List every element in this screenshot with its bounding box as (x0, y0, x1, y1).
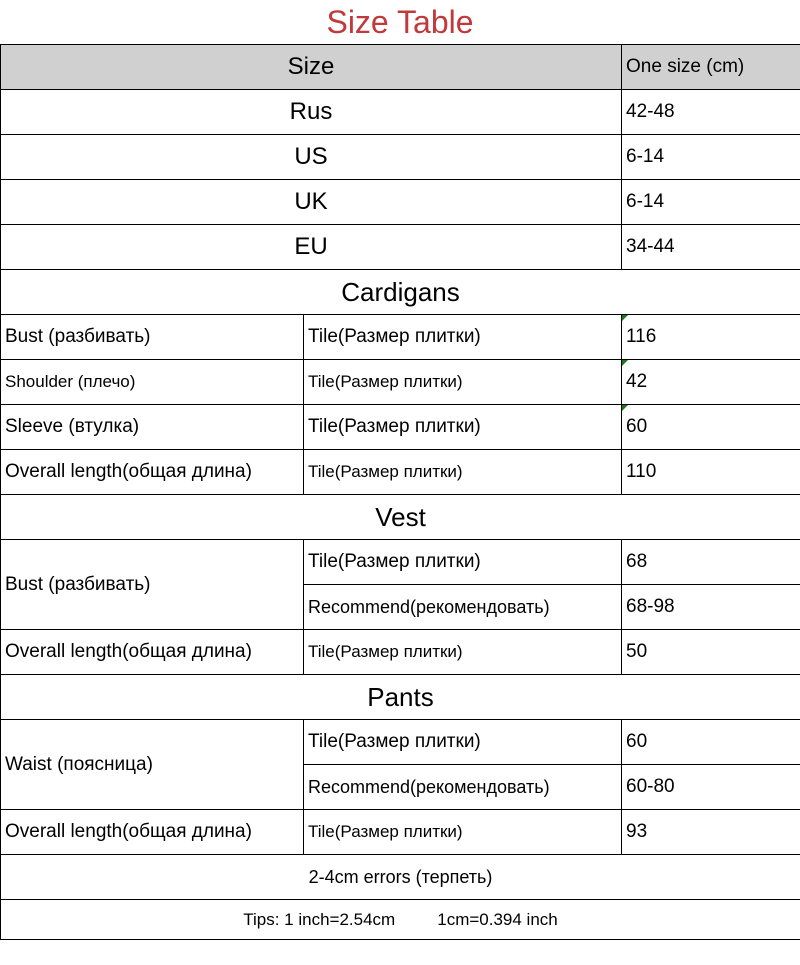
page-title: Size Table (326, 3, 474, 40)
standard-value: 34-44 (622, 225, 800, 270)
measure-type: Tile(Размер плитки) (304, 405, 622, 450)
measure-value: 68 (622, 540, 800, 585)
size-table (0, 44, 800, 940)
measure-label: Sleeve (втулка) (1, 405, 304, 450)
standard-value: 6-14 (622, 135, 800, 180)
table-row (1, 630, 800, 675)
measure-label: Bust (разбивать) (1, 315, 304, 360)
measure-value: 60-80 (622, 765, 800, 810)
tips-cm: 1cm=0.394 inch (437, 909, 558, 929)
size-header: Size (1, 45, 622, 90)
measure-value: 60 (622, 720, 800, 765)
table-row (1, 810, 800, 855)
section-title-pants: Pants (1, 675, 800, 720)
table-row (1, 540, 800, 585)
table-row (1, 90, 800, 135)
table-header-row (1, 45, 800, 90)
measure-label: Overall length(общая длина) (1, 810, 304, 855)
note-row (1, 855, 800, 900)
measure-value: 68-98 (622, 585, 800, 630)
measure-value: 93 (622, 810, 800, 855)
measure-type: Recommend(рекомендовать) (304, 765, 622, 810)
measure-value: 60 (622, 405, 800, 450)
table-row (1, 135, 800, 180)
measure-type: Tile(Размер плитки) (304, 630, 622, 675)
measure-type: Recommend(рекомендовать) (304, 585, 622, 630)
tips (1, 900, 800, 940)
tips-row (1, 900, 800, 940)
measure-label: Waist (поясница) (1, 720, 304, 810)
table-row (1, 405, 800, 450)
section-row-vest (1, 495, 800, 540)
measure-value: 50 (622, 630, 800, 675)
measure-value: 110 (622, 450, 800, 495)
standard-label: EU (1, 225, 622, 270)
standard-label: UK (1, 180, 622, 225)
section-title-cardigans: Cardigans (1, 270, 800, 315)
measure-type: Tile(Размер плитки) (304, 720, 622, 765)
section-row-pants (1, 675, 800, 720)
table-row (1, 225, 800, 270)
measure-type: Tile(Размер плитки) (304, 360, 622, 405)
table-row (1, 180, 800, 225)
measure-label: Overall length(общая длина) (1, 450, 304, 495)
measure-value: 42 (622, 360, 800, 405)
standard-value: 6-14 (622, 180, 800, 225)
measure-type: Tile(Размер плитки) (304, 450, 622, 495)
measure-type: Tile(Размер плитки) (304, 540, 622, 585)
standard-value: 42-48 (622, 90, 800, 135)
one-size-header: One size (cm) (622, 45, 800, 90)
measure-label: Overall length(общая длина) (1, 630, 304, 675)
measure-type: Tile(Размер плитки) (304, 315, 622, 360)
measure-type: Tile(Размер плитки) (304, 810, 622, 855)
tips-inch: Tips: 1 inch=2.54cm (243, 909, 396, 929)
table-row (1, 315, 800, 360)
measure-value: 116 (622, 315, 800, 360)
standard-label: US (1, 135, 622, 180)
section-row-cardigans (1, 270, 800, 315)
table-row (1, 450, 800, 495)
error-note: 2-4cm errors (терпеть) (1, 855, 800, 900)
standard-label: Rus (1, 90, 622, 135)
measure-label: Shoulder (плечо) (1, 360, 304, 405)
table-row (1, 360, 800, 405)
table-row (1, 720, 800, 765)
section-title-vest: Vest (1, 495, 800, 540)
measure-label: Bust (разбивать) (1, 540, 304, 630)
